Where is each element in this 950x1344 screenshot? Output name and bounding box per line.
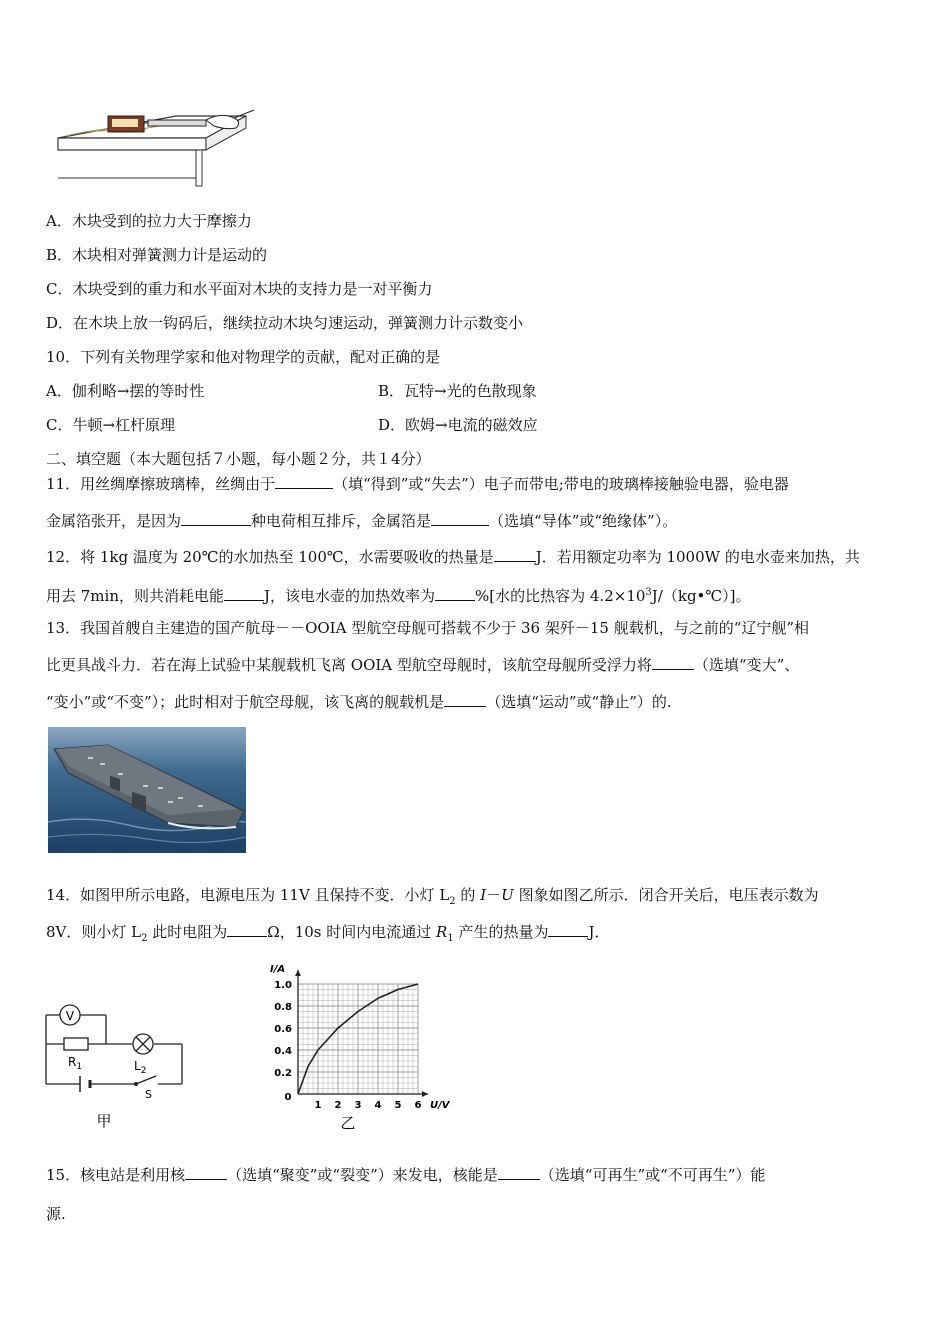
l2-label: $L_2$ <box>134 1059 147 1076</box>
q15-line1: 15．核电站是利用核 （选填“聚变”或“裂变”）来发电，核能是 （选填“可再生”或“不可再生”）能 <box>46 1166 766 1184</box>
y-tick-label: 0.8 <box>274 1002 292 1013</box>
x-tick-label: 2 <box>334 1100 342 1111</box>
r1-label: $R_1$ <box>68 1055 83 1072</box>
q9-option-a: A．木块受到的拉力大于摩擦力 <box>46 212 252 230</box>
x-tick-label: 3 <box>354 1100 362 1111</box>
x-tick-label: 1 <box>314 1100 322 1111</box>
q14-line2: 8V．则小灯 $L_2$ 此时电阻为 Ω，10s 时间内电流通过 $R_1$ 产生的热量为 J． <box>46 923 610 944</box>
switch-label: S <box>145 1088 152 1101</box>
circuit-diagram <box>38 1000 188 1132</box>
q10-option-d: D．欧姆→电流的磁效应 <box>378 416 538 434</box>
q9-option-d: D．在木块上放一钩码后，继续拉动木块匀速运动，弹簧测力计示数变小 <box>46 314 524 332</box>
circuit-caption: 甲 <box>96 1112 112 1130</box>
y-tick-label: 0.4 <box>274 1046 292 1057</box>
q10-option-c: C．牛顿→杠杆原理 <box>46 416 176 434</box>
q10-option-a: A．伽利略→摆的等时性 <box>46 382 205 400</box>
q13-line1: 13．我国首艘自主建造的国产航母－－OOIA 型航空母舰可搭载不少于 36 架歼－15 舰载机，与之前的“辽宁舰”相 <box>46 619 810 637</box>
q10-option-b: B．瓦特→光的色散现象 <box>378 382 537 400</box>
origin-label: 0 <box>284 1092 292 1103</box>
y-tick-label: 0.6 <box>274 1024 292 1035</box>
x-tick-label: 4 <box>374 1100 382 1111</box>
graph-caption: 乙 <box>340 1114 356 1132</box>
q13-line2: 比更具战斗力．若在海上试验中某舰载机飞离 OOIA 型航空母舰时，该航空母舰所受浮力将 （选填“变大”、 <box>46 656 800 674</box>
q14-line1: 14．如图甲所示电路，电源电压为 11V 且保持不变．小灯 $L_2$ 的 I－U 图象如图乙所示．闭合开关后，电压表示数为 <box>46 886 819 907</box>
q11-line1: 11．用丝绸摩擦玻璃棒，丝绸由于 （填“得到”或“失去”）电子而带电;带电的玻璃棒接触验电器，验电器 <box>46 475 789 493</box>
q10-stem: 10．下列有关物理学家和他对物理学的贡献，配对正确的是 <box>46 348 441 366</box>
x-axis-arrow <box>422 1091 428 1097</box>
y-axis-arrow <box>295 970 301 976</box>
x-axis-label: U/V <box>430 1100 450 1111</box>
y-tick-label: 0.2 <box>274 1068 292 1079</box>
q13-line3: “变小”或“不变”）；此时相对于航空母舰，该飞离的舰载机是 （选填“运动”或“静止”）的. <box>46 693 672 711</box>
graph-grid <box>298 984 418 1094</box>
section-title: 二、填空题（本大题包括７小题，每小题２分，共１4分） <box>46 450 431 468</box>
q12-line2: 用去 7min，则共消耗电能 J，该电水壶的加热效率为 %[水的比热容为 $4.2\times 10^3J/(kg•℃)$]。 <box>46 587 751 605</box>
x-tick-label: 6 <box>414 1100 422 1111</box>
q11-line2: 金属箔张开，是因为 种电荷相互排斥，金属箔是 （选填“导体”或“绝缘体”）。 <box>46 512 678 530</box>
voltmeter-label: V <box>65 1009 75 1023</box>
x-tick-label: 5 <box>394 1100 402 1111</box>
q9-option-c: C．木块受到的重力和水平面对木块的支持力是一对平衡力 <box>46 280 433 298</box>
y-tick-label: 1.0 <box>274 980 292 991</box>
y-axis-label: I/A <box>270 964 286 975</box>
q12-line1: 12．将 1kg 温度为 20℃的水加热至 100℃，水需要吸收的热量是 J．若用额定功率为 1000W 的电水壶来加热，共 <box>46 548 860 566</box>
q15-line2: 源. <box>46 1205 66 1223</box>
resistor-r1 <box>64 1038 88 1050</box>
iu-graph <box>262 952 472 1134</box>
friction-experiment-figure <box>56 106 256 188</box>
q9-option-b: B．木块相对弹簧测力计是运动的 <box>46 246 268 264</box>
aircraft-carrier-photo <box>48 727 246 853</box>
